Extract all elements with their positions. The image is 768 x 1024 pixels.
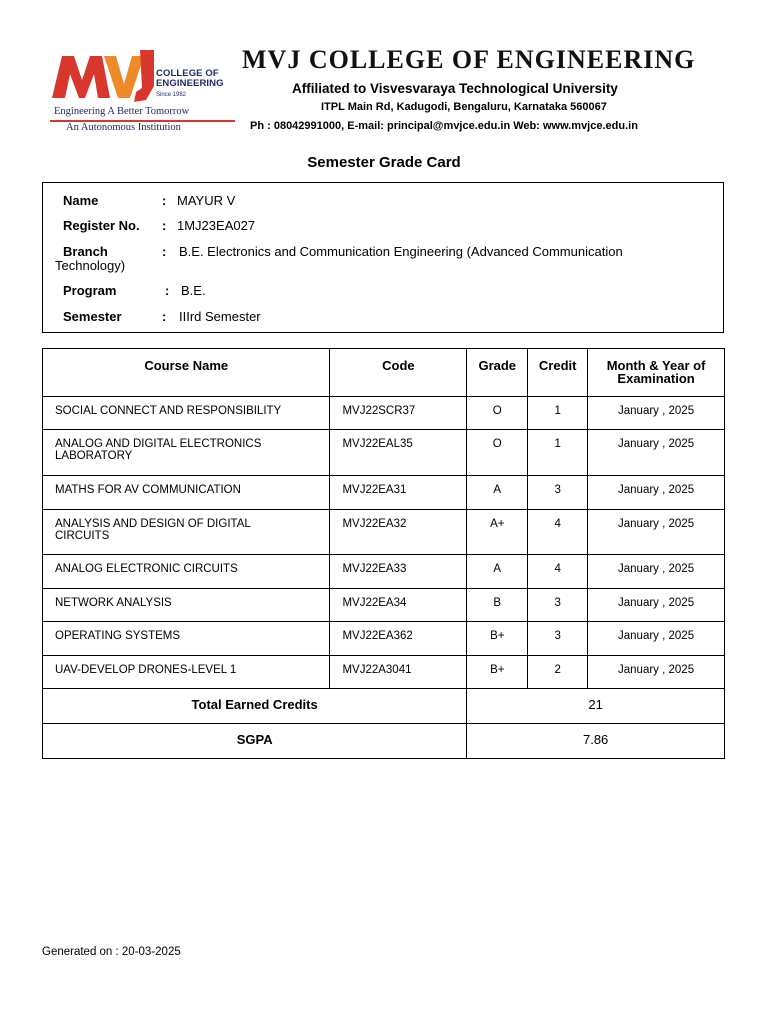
table-row (43, 397, 725, 430)
contact-info: Ph : 08042991000, E-mail: principal@mvjce.edu.in Web: www.mvjce.edu.in (250, 120, 638, 132)
total-credits-label: Total Earned Credits (43, 689, 467, 724)
generated-date: Generated on : 20-03-2025 (42, 946, 181, 958)
course-month: January , 2025 (588, 656, 725, 689)
semester-label: Semester (63, 309, 122, 324)
college-name: MVJ COLLEGE OF ENGINEERING (242, 45, 696, 74)
address: ITPL Main Rd, Kadugodi, Bengaluru, Karnataka 560067 (321, 101, 607, 113)
course-code: MVJ22SCR37 (330, 397, 467, 430)
register-number: 1MJ23EA027 (177, 218, 256, 233)
table-header-row (43, 349, 725, 397)
logo-college-line2: ENGINEERING (156, 78, 224, 89)
program-value: B.E. (181, 283, 206, 298)
header-grade: Grade (467, 349, 528, 397)
student-info-box (42, 182, 724, 333)
course-name: UAV-DEVELOP DRONES-LEVEL 1 (55, 664, 237, 676)
course-grade: B+ (467, 656, 528, 689)
page-title: Semester Grade Card (307, 154, 461, 171)
name-label: Name (63, 193, 99, 208)
program-colon: : (165, 283, 170, 298)
course-name: ANALYSIS AND DESIGN OF DIGITAL (55, 518, 251, 530)
branch-label: Branch (63, 244, 108, 259)
regno-label: Register No. (63, 218, 140, 233)
course-name-cell (43, 430, 330, 476)
course-name-cell (43, 397, 330, 430)
course-name: ANALOG AND DIGITAL ELECTRONICS (55, 438, 262, 450)
course-credit: 3 (528, 476, 588, 510)
course-credit: 4 (528, 555, 588, 589)
semester-value: IIIrd Semester (179, 309, 261, 324)
table-row (43, 622, 725, 656)
table-row (43, 510, 725, 555)
header-course-name: Course Name (43, 349, 330, 397)
course-code: MVJ22EA33 (330, 555, 467, 589)
sgpa-row (43, 724, 725, 759)
course-grade: B (467, 589, 528, 622)
program-label: Program (63, 283, 117, 298)
course-name: SOCIAL CONNECT AND RESPONSIBILITY (55, 405, 282, 417)
course-month: January , 2025 (588, 476, 725, 510)
course-month: January , 2025 (588, 589, 725, 622)
table-row (43, 430, 725, 476)
course-name-cell (43, 555, 330, 589)
course-code: MVJ22EA34 (330, 589, 467, 622)
course-name-cell (43, 476, 330, 510)
header-code: Code (330, 349, 467, 397)
logo-college-line1: COLLEGE OF (156, 68, 219, 79)
header-month-line1: Month & Year of (606, 358, 706, 373)
course-name-cell (43, 510, 330, 555)
logo-status: An Autonomous Institution (66, 122, 181, 133)
course-credit: 3 (528, 622, 588, 656)
course-month: January , 2025 (588, 555, 725, 589)
logo-tagline: Engineering A Better Tomorrow (54, 106, 190, 117)
sgpa-value: 7.86 (467, 724, 725, 759)
course-grade: A (467, 555, 528, 589)
mvj-logo-mark-icon (50, 46, 158, 104)
semester-colon: : (162, 309, 167, 324)
branch-line1: B.E. Electronics and Communication Engineering (Advanced Communication (179, 244, 623, 259)
student-name: MAYUR V (177, 193, 236, 208)
course-credit: 4 (528, 510, 588, 555)
grades-table (42, 348, 725, 759)
course-name-cell (43, 656, 330, 689)
course-name-cell (43, 622, 330, 656)
course-grade: O (467, 397, 528, 430)
header-month-line2: Examination (617, 371, 695, 386)
course-month: January , 2025 (588, 430, 725, 476)
course-grade: B+ (467, 622, 528, 656)
sgpa-label: SGPA (43, 724, 467, 759)
course-name: MATHS FOR AV COMMUNICATION (55, 484, 241, 496)
college-logo (50, 46, 240, 138)
name-colon: : (162, 193, 167, 208)
table-row (43, 656, 725, 689)
table-row (43, 476, 725, 510)
course-name-line2: CIRCUITS (55, 530, 110, 542)
regno-colon: : (162, 218, 167, 233)
course-grade: A (467, 476, 528, 510)
course-name: NETWORK ANALYSIS (55, 597, 172, 609)
course-code: MVJ22EA32 (330, 510, 467, 555)
branch-colon: : (162, 244, 167, 259)
course-name: OPERATING SYSTEMS (55, 630, 181, 642)
course-code: MVJ22EA362 (330, 622, 467, 656)
course-month: January , 2025 (588, 397, 725, 430)
logo-since: Since 1982 (156, 92, 187, 98)
total-credits-value: 21 (467, 689, 725, 724)
affiliation: Affiliated to Visvesvaraya Technological University (292, 81, 618, 96)
course-code: MVJ22EA31 (330, 476, 467, 510)
table-row (43, 589, 725, 622)
course-month: January , 2025 (588, 622, 725, 656)
course-credit: 3 (528, 589, 588, 622)
course-credit: 1 (528, 430, 588, 476)
header-month-year (588, 349, 725, 397)
course-name: ANALOG ELECTRONIC CIRCUITS (55, 563, 238, 575)
table-row (43, 555, 725, 589)
course-code: MVJ22EAL35 (330, 430, 467, 476)
course-name-cell (43, 589, 330, 622)
total-credits-row (43, 689, 725, 724)
branch-line2: Technology) (55, 258, 126, 273)
course-code: MVJ22A3041 (330, 656, 467, 689)
header-credit: Credit (528, 349, 588, 397)
course-name-line2: LABORATORY (55, 450, 133, 462)
course-grade: A+ (467, 510, 528, 555)
course-grade: O (467, 430, 528, 476)
course-credit: 2 (528, 656, 588, 689)
logo-college-text (156, 69, 224, 89)
course-credit: 1 (528, 397, 588, 430)
course-month: January , 2025 (588, 510, 725, 555)
